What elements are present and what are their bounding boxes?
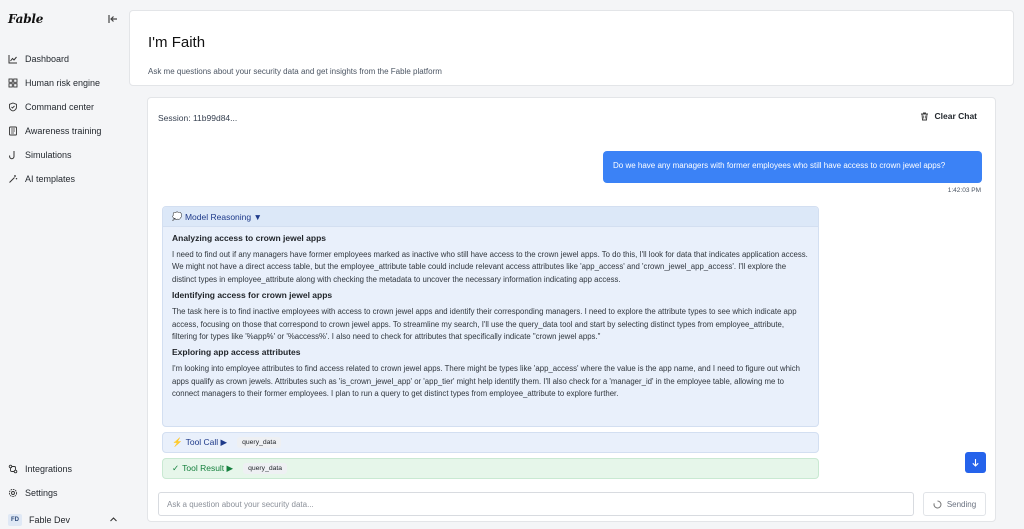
send-label: Sending bbox=[946, 499, 977, 509]
shield-icon bbox=[8, 102, 18, 112]
check-icon: ✓ bbox=[172, 463, 180, 473]
sidebar-bottom-nav bbox=[0, 457, 126, 505]
spinner-icon bbox=[933, 500, 942, 509]
sidebar-item-label: Command center bbox=[25, 102, 95, 112]
clear-chat-label: Clear Chat bbox=[934, 111, 977, 121]
tool-result-label: Tool Result ▶ bbox=[182, 463, 234, 473]
sidebar bbox=[0, 0, 126, 529]
thought-bubble-icon: 💭 bbox=[172, 212, 182, 221]
book-icon bbox=[8, 126, 18, 136]
sidebar-item-label: Settings bbox=[25, 488, 58, 498]
reasoning-content bbox=[163, 227, 818, 401]
fable-logo[interactable]: Fable bbox=[8, 12, 44, 26]
chevron-up-icon[interactable] bbox=[109, 515, 118, 526]
tool-call-label: Tool Call ▶ bbox=[185, 437, 228, 447]
user-menu[interactable] bbox=[8, 512, 118, 528]
integrations-icon bbox=[8, 464, 18, 474]
sidebar-item-label: Human risk engine bbox=[25, 78, 101, 88]
sidebar-item-integrations[interactable] bbox=[0, 457, 126, 481]
send-button[interactable] bbox=[923, 492, 986, 516]
reasoning-text: I'm looking into employee attributes to find access related to crown jewel apps. There might be types like 'app_access' where the value is the app name, and I need to figure out which apps qualify as crown jewels. Attributes such as 'is_crown_jewel_app' or 'app_tier' might help identify them. I'll also check for a 'manager_id' in the employee table, allowing me to connect managers to their former employees. I plan to run a query to get distinct types from employee_attribute to explore further. bbox=[172, 364, 800, 399]
clear-chat-button[interactable] bbox=[920, 111, 977, 121]
user-name: Fable Dev bbox=[29, 515, 71, 525]
sidebar-item-settings[interactable] bbox=[0, 481, 126, 505]
sidebar-item-label: Dashboard bbox=[25, 54, 70, 64]
sidebar-item-simulations[interactable] bbox=[0, 143, 126, 167]
avatar: FD bbox=[8, 514, 22, 526]
sidebar-item-label: Awareness training bbox=[25, 126, 102, 136]
chart-line-icon bbox=[8, 54, 18, 64]
model-reasoning-label: Model Reasoning ▼ bbox=[184, 211, 262, 222]
tool-call-toggle[interactable] bbox=[162, 432, 819, 453]
gear-icon bbox=[8, 488, 18, 498]
sidebar-item-dashboard[interactable] bbox=[0, 47, 126, 71]
reasoning-text: I need to find out if any managers have former employees marked as inactive who still have access to the crown jewel apps. To do this, I'll look for data that indicates application access. We might not have a direct access table, but the employee_attribute table could include relevant access attributes like 'app_access' and 'crown_jewel_app_access'. I'll explore the distinct types in employee_attribute along with checking the metadata to uncover the necessary information indicating app access. bbox=[172, 250, 808, 284]
chat-panel bbox=[147, 97, 996, 522]
message-timestamp: 1:42:03 PM bbox=[947, 187, 981, 194]
scroll-to-bottom-button[interactable] bbox=[965, 452, 986, 473]
sidebar-item-awareness-training[interactable] bbox=[0, 119, 126, 143]
model-reasoning-toggle[interactable] bbox=[163, 207, 818, 227]
grid-icon bbox=[8, 78, 18, 88]
reasoning-heading: Exploring app access attributes bbox=[172, 347, 301, 358]
sidebar-item-ai-templates[interactable] bbox=[0, 167, 126, 191]
sidebar-item-label: AI templates bbox=[25, 174, 76, 184]
reasoning-heading: Identifying access for crown jewel apps bbox=[172, 290, 333, 301]
tool-name-badge: query_data bbox=[243, 463, 287, 474]
tool-result-toggle[interactable] bbox=[162, 458, 819, 479]
lightning-icon: ⚡ bbox=[172, 437, 183, 447]
tool-name-badge: query_data bbox=[237, 437, 281, 448]
model-reasoning-panel bbox=[162, 206, 819, 427]
sidebar-item-command-center[interactable] bbox=[0, 95, 126, 119]
arrow-down-icon bbox=[971, 454, 980, 472]
session-id: Session: 11b99d84... bbox=[158, 113, 238, 123]
sidebar-item-label: Integrations bbox=[25, 464, 73, 474]
page-title: I'm Faith bbox=[148, 34, 206, 51]
page-subtitle: Ask me questions about your security data and get insights from the Fable platform bbox=[148, 67, 442, 76]
reasoning-heading: Analyzing access to crown jewel apps bbox=[172, 233, 326, 243]
wand-icon bbox=[8, 174, 18, 184]
collapse-sidebar-icon[interactable] bbox=[106, 12, 120, 26]
user-message-bubble: Do we have any managers with former employees who still have access to crown jewel apps? bbox=[603, 151, 982, 183]
reasoning-text: The task here is to find inactive employees with access to crown jewel apps and identify their corresponding managers. I need to explore the attribute types to see which indicate app access, focusing on those that correspond to crown jewel apps. To streamline my search, I'll use the query_data tool and start by selecting distinct types from employee_attribute, filtering for types like '%app%' or '%access%'. I also need to check for attributes that specifically indicate "crown jewel apps." bbox=[172, 307, 797, 342]
page-header bbox=[129, 10, 1014, 86]
sidebar-nav bbox=[0, 47, 126, 191]
trash-icon bbox=[920, 112, 929, 121]
sidebar-item-human-risk-engine[interactable] bbox=[0, 71, 126, 95]
hook-icon bbox=[8, 150, 18, 160]
chat-input[interactable] bbox=[158, 492, 914, 516]
sidebar-item-label: Simulations bbox=[25, 150, 72, 160]
